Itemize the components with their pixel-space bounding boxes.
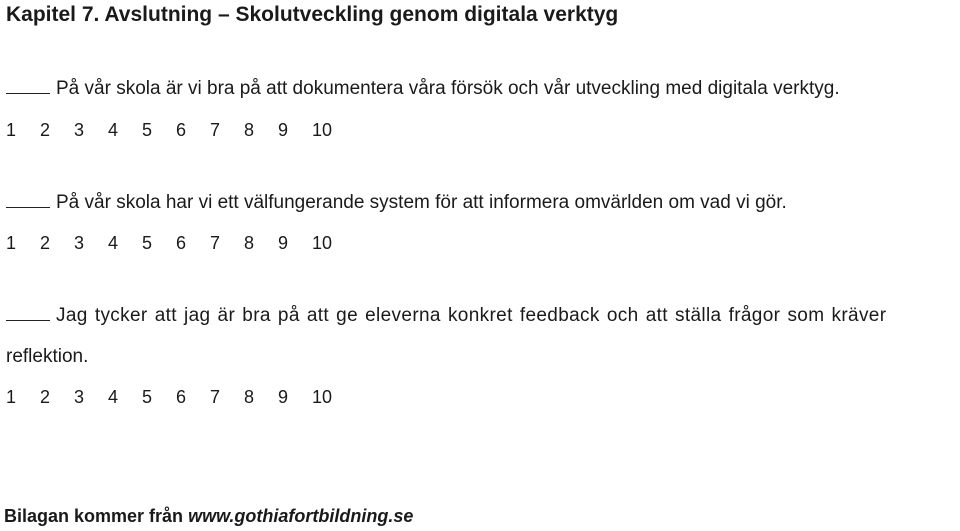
statement-2: [6, 192, 787, 214]
scale-option[interactable]: 1: [6, 387, 17, 407]
scale-option[interactable]: 5: [142, 233, 153, 253]
scale-option[interactable]: 10: [312, 387, 333, 407]
footer-prefix: Bilagan kommer från: [4, 506, 189, 526]
scale-option[interactable]: 2: [40, 120, 51, 140]
scale-option[interactable]: 3: [74, 387, 85, 407]
rating-scale-1: [6, 120, 342, 141]
scale-option[interactable]: 7: [210, 387, 221, 407]
scale-option[interactable]: 4: [108, 233, 119, 253]
scale-option[interactable]: 6: [176, 233, 187, 253]
scale-option[interactable]: 3: [74, 120, 85, 140]
scale-option[interactable]: 3: [74, 233, 85, 253]
scale-option[interactable]: 2: [40, 233, 51, 253]
statement-1: [6, 78, 840, 100]
scale-option[interactable]: 10: [312, 233, 333, 253]
scale-option[interactable]: 2: [40, 387, 51, 407]
scale-option[interactable]: 5: [142, 387, 153, 407]
statement-1-text: På vår skola är vi bra på att dokumentera våra försök och vår utveckling med digitala verktyg.: [56, 78, 840, 99]
scale-option[interactable]: 8: [244, 387, 255, 407]
scale-option[interactable]: 9: [278, 387, 289, 407]
scale-option[interactable]: 5: [142, 120, 153, 140]
statement-3-text-line1: Jag tycker att jag är bra på att ge eleverna konkret feedback och att ställa frågor som kräver: [56, 305, 887, 326]
rating-scale-2: [6, 233, 342, 254]
rating-scale-3: [6, 387, 342, 408]
scale-option[interactable]: 10: [312, 120, 333, 140]
scale-option[interactable]: 1: [6, 233, 17, 253]
answer-blank-3[interactable]: [6, 320, 50, 321]
footer-credit: [4, 506, 413, 527]
scale-option[interactable]: 6: [176, 120, 187, 140]
scale-option[interactable]: 6: [176, 387, 187, 407]
statement-3: [6, 305, 886, 327]
scale-option[interactable]: 9: [278, 120, 289, 140]
answer-blank-2[interactable]: [6, 207, 50, 208]
scale-option[interactable]: 7: [210, 120, 221, 140]
scale-option[interactable]: 8: [244, 233, 255, 253]
scale-option[interactable]: 4: [108, 387, 119, 407]
footer-link[interactable]: www.gothiafortbildning.se: [188, 506, 414, 526]
scale-option[interactable]: 1: [6, 120, 17, 140]
statement-3-continuation: [6, 346, 88, 368]
statement-2-text: På vår skola har vi ett välfungerande system för att informera omvärlden om vad vi gör.: [56, 192, 787, 213]
scale-option[interactable]: 4: [108, 120, 119, 140]
scale-option[interactable]: 8: [244, 120, 255, 140]
statement-3-text-line2: reflektion.: [6, 346, 89, 367]
scale-option[interactable]: 7: [210, 233, 221, 253]
page-title: Kapitel 7. Avslutning – Skolutveckling genom digitala verktyg: [6, 3, 619, 26]
answer-blank-1[interactable]: [6, 93, 50, 94]
scale-option[interactable]: 9: [278, 233, 289, 253]
